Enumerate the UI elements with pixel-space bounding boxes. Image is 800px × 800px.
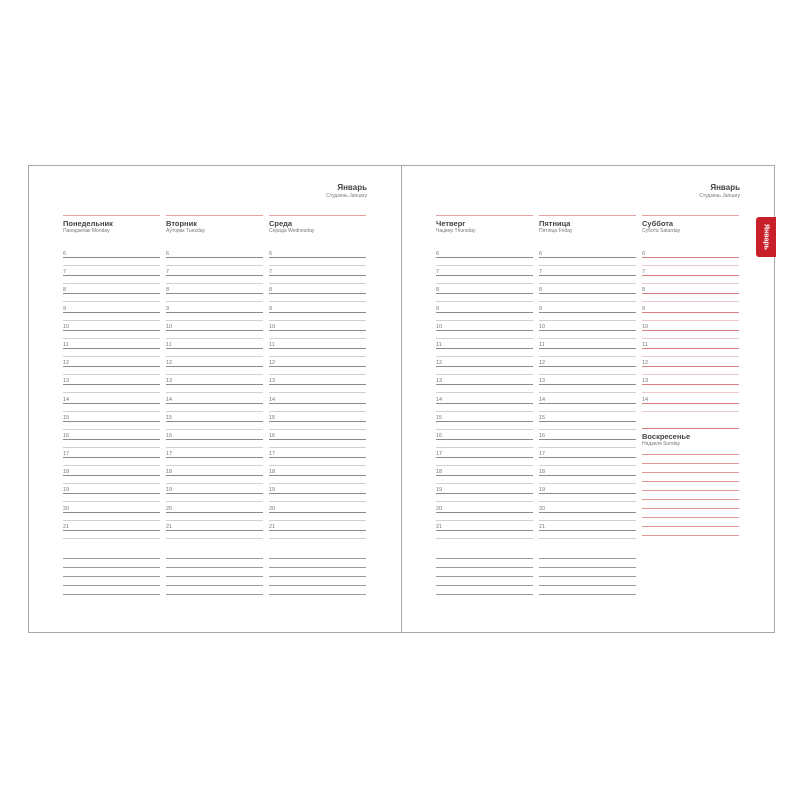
hour-number: 21 <box>269 523 276 530</box>
hour-row[interactable] <box>63 506 160 524</box>
hour-number: 8 <box>166 287 170 294</box>
hour-number: 14 <box>166 396 173 403</box>
hour-number: 10 <box>642 323 649 330</box>
hour-number: 10 <box>166 323 173 330</box>
hour-number: 18 <box>269 469 276 476</box>
hour-number: 21 <box>436 523 443 530</box>
hour-row[interactable] <box>63 324 160 342</box>
hour-row[interactable] <box>539 306 636 324</box>
hour-row[interactable] <box>63 469 160 487</box>
hour-rows <box>539 251 636 542</box>
hour-row[interactable] <box>166 378 263 396</box>
hour-row[interactable] <box>539 360 636 378</box>
hour-row[interactable] <box>642 397 739 415</box>
hour-number: 17 <box>269 451 276 458</box>
hour-row[interactable] <box>269 433 366 451</box>
hour-row[interactable] <box>642 324 739 342</box>
hour-number: 15 <box>269 414 276 421</box>
hour-number: 6 <box>269 251 273 257</box>
hour-number: 12 <box>642 360 649 367</box>
hour-row[interactable] <box>436 397 533 415</box>
hour-grid <box>539 166 636 632</box>
hour-row[interactable] <box>63 451 160 469</box>
hour-number: 19 <box>269 487 276 494</box>
day-subtitle: Чацвер Thursday <box>436 228 476 234</box>
right-page <box>401 165 775 633</box>
hour-row[interactable] <box>539 524 636 542</box>
sunday-lines[interactable] <box>642 454 739 536</box>
hour-row[interactable] <box>166 451 263 469</box>
sunday-block <box>642 428 739 544</box>
hour-row[interactable] <box>269 324 366 342</box>
hour-row[interactable] <box>166 524 263 542</box>
hour-number: 20 <box>436 505 443 512</box>
day-name: Четверг <box>436 219 466 228</box>
hour-row[interactable] <box>166 506 263 524</box>
hour-number: 6 <box>436 251 440 257</box>
hour-number: 11 <box>436 341 442 348</box>
hour-number: 15 <box>436 414 443 421</box>
hour-row[interactable] <box>436 324 533 342</box>
day-name: Среда <box>269 219 293 228</box>
hour-number: 14 <box>269 396 276 403</box>
hour-number: 6 <box>166 251 170 257</box>
hour-row[interactable] <box>539 269 636 287</box>
hour-number: 13 <box>539 378 546 385</box>
hour-number: 13 <box>63 378 70 385</box>
hour-row[interactable] <box>269 251 366 269</box>
month-tab[interactable] <box>756 217 776 257</box>
hour-number: 11 <box>539 341 545 348</box>
hour-row[interactable] <box>436 415 533 433</box>
month-tab-label: Январь <box>762 224 770 250</box>
hour-number: 10 <box>63 323 70 330</box>
hour-row[interactable] <box>166 360 263 378</box>
hour-rows <box>166 251 263 542</box>
hour-number: 12 <box>166 360 173 367</box>
hour-row[interactable] <box>539 469 636 487</box>
hour-number: 19 <box>539 487 546 494</box>
day-name: Пятница <box>539 219 571 228</box>
hour-number: 8 <box>269 287 273 294</box>
hour-row[interactable] <box>63 378 160 396</box>
hour-number: 7 <box>269 269 273 276</box>
hour-row[interactable] <box>166 433 263 451</box>
hour-number: 9 <box>166 305 170 312</box>
hour-number: 9 <box>436 305 440 312</box>
hour-number: 6 <box>642 251 646 257</box>
hour-number: 14 <box>436 396 443 403</box>
hour-number: 17 <box>63 451 70 458</box>
hour-row[interactable] <box>539 415 636 433</box>
hour-number: 21 <box>539 523 546 530</box>
hour-row[interactable] <box>539 378 636 396</box>
hour-row[interactable] <box>166 487 263 505</box>
month-subtitle: Студзень January <box>326 193 367 199</box>
hour-number: 13 <box>269 378 276 385</box>
month-title: Январь <box>337 183 367 192</box>
hour-number: 17 <box>539 451 546 458</box>
hour-number: 14 <box>539 396 546 403</box>
hour-number: 12 <box>269 360 276 367</box>
hour-row[interactable] <box>269 524 366 542</box>
hour-rows <box>642 251 739 415</box>
hour-row[interactable] <box>166 287 263 305</box>
hour-row[interactable] <box>63 269 160 287</box>
hour-number: 6 <box>539 251 543 257</box>
hour-row[interactable] <box>539 397 636 415</box>
hour-row[interactable] <box>166 251 263 269</box>
hour-row[interactable] <box>436 524 533 542</box>
hour-number: 15 <box>166 414 173 421</box>
hour-number: 21 <box>166 523 173 530</box>
hour-number: 16 <box>436 432 443 439</box>
month-title: Январь <box>710 183 740 192</box>
hour-number: 9 <box>63 305 67 312</box>
hour-grid <box>63 166 160 632</box>
hour-row[interactable] <box>539 251 636 269</box>
hour-row[interactable] <box>269 487 366 505</box>
hour-row[interactable] <box>539 433 636 451</box>
hour-row[interactable] <box>642 287 739 305</box>
hour-number: 7 <box>166 269 170 276</box>
left-page <box>28 165 402 633</box>
hour-row[interactable] <box>63 415 160 433</box>
hour-row[interactable] <box>166 469 263 487</box>
hour-row[interactable] <box>63 397 160 415</box>
hour-number: 6 <box>63 251 67 257</box>
hour-number: 8 <box>539 287 543 294</box>
day-name: Суббота <box>642 219 674 228</box>
hour-number: 16 <box>539 432 546 439</box>
hour-row[interactable] <box>63 342 160 360</box>
hour-row[interactable] <box>436 451 533 469</box>
hour-number: 7 <box>436 269 440 276</box>
hour-number: 10 <box>436 323 443 330</box>
hour-number: 20 <box>63 505 70 512</box>
hour-row[interactable] <box>63 251 160 269</box>
notes-lines[interactable] <box>166 558 263 603</box>
hour-grid <box>436 166 533 632</box>
hour-number: 7 <box>642 269 646 276</box>
hour-row[interactable] <box>539 451 636 469</box>
hour-number: 11 <box>166 341 172 348</box>
hour-number: 18 <box>63 469 70 476</box>
hour-number: 8 <box>63 287 67 294</box>
hour-row[interactable] <box>269 360 366 378</box>
day-subtitle: Пятніца Friday <box>539 228 573 234</box>
day-name: Вторник <box>166 219 197 228</box>
hour-row[interactable] <box>642 269 739 287</box>
hour-number: 13 <box>642 378 649 385</box>
hour-row[interactable] <box>63 433 160 451</box>
hour-number: 9 <box>539 305 543 312</box>
notes-lines[interactable] <box>436 558 533 603</box>
month-subtitle: Студзень January <box>699 193 740 199</box>
hour-number: 16 <box>63 432 70 439</box>
hour-number: 17 <box>166 451 173 458</box>
hour-row[interactable] <box>436 360 533 378</box>
hour-row[interactable] <box>642 342 739 360</box>
hour-row[interactable] <box>63 287 160 305</box>
day-name: Воскресенье <box>642 432 691 441</box>
hour-number: 19 <box>63 487 70 494</box>
hour-row[interactable] <box>436 306 533 324</box>
hour-number: 7 <box>63 269 67 276</box>
hour-number: 15 <box>539 414 546 421</box>
hour-row[interactable] <box>436 287 533 305</box>
hour-row[interactable] <box>269 415 366 433</box>
hour-number: 12 <box>539 360 546 367</box>
hour-number: 11 <box>63 341 69 348</box>
hour-row[interactable] <box>539 506 636 524</box>
hour-number: 13 <box>436 378 443 385</box>
hour-number: 18 <box>436 469 443 476</box>
hour-row[interactable] <box>539 287 636 305</box>
hour-row[interactable] <box>63 524 160 542</box>
notes-lines[interactable] <box>269 558 366 603</box>
hour-row[interactable] <box>166 397 263 415</box>
day-subtitle: Нядзеля Sunday <box>642 441 681 447</box>
hour-row[interactable] <box>539 342 636 360</box>
hour-row[interactable] <box>436 506 533 524</box>
hour-row[interactable] <box>269 506 366 524</box>
hour-number: 10 <box>269 323 276 330</box>
hour-number: 12 <box>63 360 70 367</box>
hour-row[interactable] <box>166 342 263 360</box>
hour-number: 19 <box>166 487 173 494</box>
hour-number: 20 <box>166 505 173 512</box>
hour-row[interactable] <box>539 324 636 342</box>
hour-grid <box>642 166 739 632</box>
hour-grid <box>166 166 263 632</box>
hour-number: 18 <box>539 469 546 476</box>
hour-row[interactable] <box>269 451 366 469</box>
hour-number: 7 <box>539 269 543 276</box>
hour-number: 16 <box>269 432 276 439</box>
hour-row[interactable] <box>269 269 366 287</box>
hour-number: 17 <box>436 451 443 458</box>
hour-number: 14 <box>63 396 70 403</box>
day-name: Понедельник <box>63 219 113 228</box>
hour-row[interactable] <box>436 378 533 396</box>
hour-row[interactable] <box>166 306 263 324</box>
hour-row[interactable] <box>166 415 263 433</box>
day-subtitle: Панядзелак Monday <box>63 228 110 234</box>
hour-row[interactable] <box>269 287 366 305</box>
hour-row[interactable] <box>166 269 263 287</box>
hour-row[interactable] <box>436 433 533 451</box>
hour-number: 15 <box>63 414 70 421</box>
hour-number: 9 <box>642 305 646 312</box>
hour-row[interactable] <box>436 469 533 487</box>
hour-number: 11 <box>642 341 648 348</box>
hour-grid <box>269 166 366 632</box>
hour-number: 20 <box>269 505 276 512</box>
hour-number: 8 <box>642 287 646 294</box>
hour-number: 13 <box>166 378 173 385</box>
hour-row[interactable] <box>642 251 739 269</box>
hour-row[interactable] <box>269 397 366 415</box>
day-subtitle: Субота Saturday <box>642 228 681 234</box>
hour-number: 18 <box>166 469 173 476</box>
hour-row[interactable] <box>269 378 366 396</box>
notes-lines[interactable] <box>63 558 160 603</box>
hour-row[interactable] <box>539 487 636 505</box>
hour-row[interactable] <box>642 360 739 378</box>
hour-row[interactable] <box>166 324 263 342</box>
hour-number: 20 <box>539 505 546 512</box>
hour-row[interactable] <box>642 306 739 324</box>
hour-number: 8 <box>436 287 440 294</box>
hour-row[interactable] <box>63 306 160 324</box>
hour-row[interactable] <box>436 251 533 269</box>
hour-number: 19 <box>436 487 443 494</box>
hour-row[interactable] <box>63 360 160 378</box>
hour-row[interactable] <box>269 306 366 324</box>
hour-row[interactable] <box>642 378 739 396</box>
hour-row[interactable] <box>63 487 160 505</box>
hour-number: 12 <box>436 360 443 367</box>
day-subtitle: Серада Wednesday <box>269 228 315 234</box>
hour-number: 21 <box>63 523 70 530</box>
notes-lines[interactable] <box>539 558 636 603</box>
hour-number: 9 <box>269 305 273 312</box>
hour-number: 11 <box>269 341 275 348</box>
hour-row[interactable] <box>436 342 533 360</box>
hour-rows <box>436 251 533 542</box>
hour-row[interactable] <box>269 342 366 360</box>
hour-number: 16 <box>166 432 173 439</box>
hour-rows <box>269 251 366 542</box>
hour-number: 10 <box>539 323 546 330</box>
day-subtitle: Аўторак Tuesday <box>166 228 205 234</box>
hour-row[interactable] <box>436 269 533 287</box>
hour-number: 14 <box>642 396 649 403</box>
hour-row[interactable] <box>269 469 366 487</box>
hour-row[interactable] <box>436 487 533 505</box>
hour-rows <box>63 251 160 542</box>
